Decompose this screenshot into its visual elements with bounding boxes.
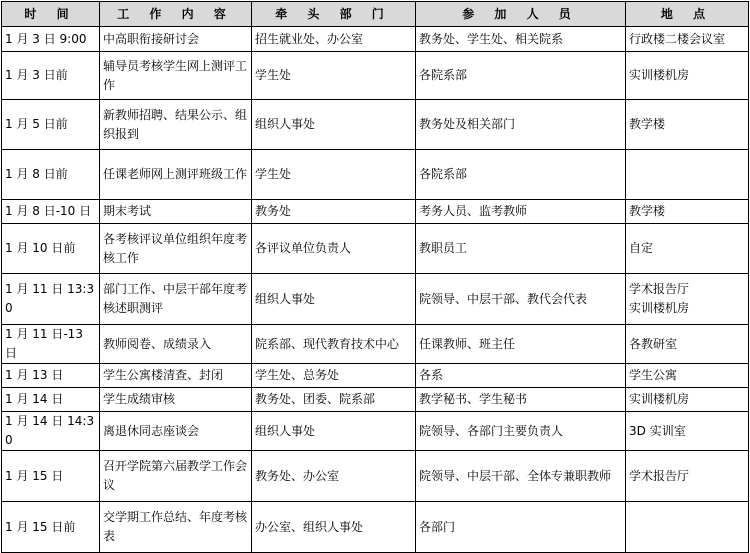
cell-time: 1 月 3 日前 — [2, 52, 100, 100]
cell-time: 1 月 11 日 13:30 — [2, 274, 100, 325]
cell-work: 交学期工作总结、年度考核表 — [100, 502, 252, 553]
table-body — [2, 27, 749, 553]
table-row — [2, 100, 749, 150]
cell-time: 1 月 15 日 — [2, 451, 100, 502]
cell-time: 1 月 8 日前 — [2, 150, 100, 200]
cell-location: 实训楼机房 — [626, 52, 749, 100]
cell-lead: 办公室、组织人事处 — [252, 502, 416, 553]
cell-lead: 组织人事处 — [252, 274, 416, 325]
schedule-table — [1, 1, 749, 553]
table-row — [2, 27, 749, 52]
header-location: 地 点 — [626, 2, 749, 27]
cell-location: 各教研室 — [626, 325, 749, 364]
cell-lead: 各评议单位负责人 — [252, 224, 416, 274]
cell-location: 3D 实训室 — [626, 412, 749, 451]
cell-participants: 教学秘书、学生秘书 — [416, 388, 626, 412]
cell-lead: 教务处、团委、院系部 — [252, 388, 416, 412]
cell-location: 实训楼机房 — [626, 388, 749, 412]
cell-participants: 各院系部 — [416, 150, 626, 200]
cell-participants: 各院系部 — [416, 52, 626, 100]
cell-lead: 教务处、办公室 — [252, 451, 416, 502]
cell-location: 行政楼二楼会议室 — [626, 27, 749, 52]
cell-work: 新教师招聘、结果公示、组织报到 — [100, 100, 252, 150]
cell-work: 学生公寓楼清查、封闭 — [100, 364, 252, 388]
table-row — [2, 224, 749, 274]
cell-time: 1 月 8 日-10 日 — [2, 200, 100, 224]
cell-time: 1 月 3 日 9:00 — [2, 27, 100, 52]
cell-work: 任课老师网上测评班级工作 — [100, 150, 252, 200]
table-row — [2, 364, 749, 388]
cell-time: 1 月 10 日前 — [2, 224, 100, 274]
table-row — [2, 52, 749, 100]
cell-participants: 考务人员、监考教师 — [416, 200, 626, 224]
table-row — [2, 388, 749, 412]
cell-participants: 各部门 — [416, 502, 626, 553]
cell-participants: 教务处、学生处、相关院系 — [416, 27, 626, 52]
cell-work: 部门工作、中层干部年度考核述职测评 — [100, 274, 252, 325]
cell-location: 教学楼 — [626, 200, 749, 224]
cell-participants: 教务处及相关部门 — [416, 100, 626, 150]
cell-lead: 院系部、现代教育技术中心 — [252, 325, 416, 364]
cell-time: 1 月 5 日前 — [2, 100, 100, 150]
cell-participants: 各系 — [416, 364, 626, 388]
cell-time: 1 月 14 日 14:30 — [2, 412, 100, 451]
header-row — [2, 2, 749, 27]
cell-work: 期末考试 — [100, 200, 252, 224]
cell-work: 召开学院第六届教学工作会议 — [100, 451, 252, 502]
cell-participants: 院领导、中层干部、全体专兼职教师 — [416, 451, 626, 502]
cell-location: 自定 — [626, 224, 749, 274]
header-participants: 参 加 人 员 — [416, 2, 626, 27]
cell-work: 教师阅卷、成绩录入 — [100, 325, 252, 364]
table-row — [2, 150, 749, 200]
cell-time: 1 月 13 日 — [2, 364, 100, 388]
cell-location: 教学楼 — [626, 100, 749, 150]
table-row — [2, 502, 749, 553]
cell-location — [626, 150, 749, 200]
cell-work: 学生成绩审核 — [100, 388, 252, 412]
cell-lead: 组织人事处 — [252, 412, 416, 451]
table-row — [2, 412, 749, 451]
header-time: 时 间 — [2, 2, 100, 27]
cell-participants: 院领导、各部门主要负责人 — [416, 412, 626, 451]
cell-lead: 学生处 — [252, 150, 416, 200]
cell-lead: 招生就业处、办公室 — [252, 27, 416, 52]
cell-participants: 任课教师、班主任 — [416, 325, 626, 364]
cell-lead: 学生处、总务处 — [252, 364, 416, 388]
table-row — [2, 451, 749, 502]
cell-participants: 院领导、中层干部、教代会代表 — [416, 274, 626, 325]
table-row — [2, 274, 749, 325]
cell-location: 学术报告厅 — [626, 451, 749, 502]
table-header — [2, 2, 749, 27]
cell-lead: 组织人事处 — [252, 100, 416, 150]
cell-work: 中高职衔接研讨会 — [100, 27, 252, 52]
cell-work: 辅导员考核学生网上测评工作 — [100, 52, 252, 100]
cell-location: 学术报告厅 实训楼机房 — [626, 274, 749, 325]
cell-participants: 教职员工 — [416, 224, 626, 274]
table-row — [2, 325, 749, 364]
cell-work: 离退休同志座谈会 — [100, 412, 252, 451]
table-row — [2, 200, 749, 224]
cell-lead: 教务处 — [252, 200, 416, 224]
cell-location: 学生公寓 — [626, 364, 749, 388]
cell-time: 1 月 11 日-13 日 — [2, 325, 100, 364]
header-lead: 牵 头 部 门 — [252, 2, 416, 27]
cell-work: 各考核评议单位组织年度考核工作 — [100, 224, 252, 274]
cell-lead: 学生处 — [252, 52, 416, 100]
header-work: 工 作 内 容 — [100, 2, 252, 27]
cell-time: 1 月 15 日前 — [2, 502, 100, 553]
cell-time: 1 月 14 日 — [2, 388, 100, 412]
cell-location — [626, 502, 749, 553]
